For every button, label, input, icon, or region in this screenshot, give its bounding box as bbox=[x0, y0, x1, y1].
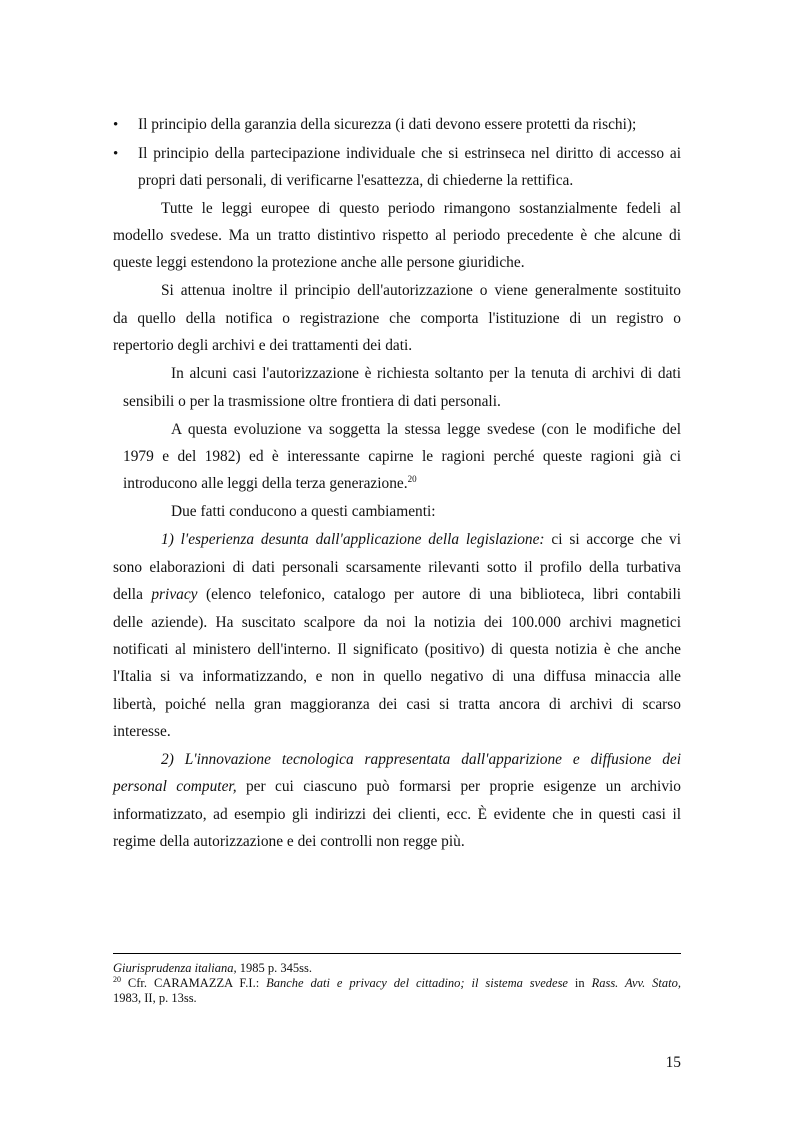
page-number: 15 bbox=[665, 1054, 681, 1071]
body-line: repertorio degli archivi e dei trattamenti dei dati. bbox=[113, 337, 413, 354]
footnote-20-cont: 1983, II, p. 13ss. bbox=[113, 991, 197, 1005]
point-1-line bbox=[161, 531, 681, 549]
body-line: queste leggi estendono la protezione anche alle persone giuridiche. bbox=[113, 254, 525, 271]
body-text: della bbox=[113, 586, 152, 603]
body-line: Si attenua inoltre il principio dell'autorizzazione o viene generalmente sostituito bbox=[161, 282, 681, 299]
body-line: informatizzato, ad esempio gli indirizzi dei clienti, ecc. È evidente che in questi casi il bbox=[113, 806, 681, 823]
body-text: ci si accorge che vi bbox=[544, 531, 681, 548]
footnote-carryover bbox=[113, 961, 681, 976]
body-line: sono elaborazioni di dati personali scarsamente rilevanti sotto il profilo della turbativa bbox=[113, 559, 681, 576]
privacy-term: privacy bbox=[151, 586, 198, 603]
bullet-item-participation: Il principio della partecipazione individuale che si estrinseca nel diritto di accesso ai bbox=[138, 145, 681, 162]
body-line: regime della autorizzazione e dei controlli non regge più. bbox=[113, 833, 465, 850]
body-line bbox=[123, 475, 681, 493]
body-line: modello svedese. Ma un tratto distintivo rispetto al periodo precedente è che alcune di bbox=[113, 227, 681, 244]
body-line: sensibili o per la trasmissione oltre frontiera di dati personali. bbox=[123, 393, 501, 410]
point-2-heading bbox=[161, 751, 681, 769]
point-2-heading-cont: personal computer, bbox=[113, 778, 237, 795]
body-line: notificati al ministero dell'interno. Il significato (positivo) di questa notizia è che anche bbox=[113, 641, 681, 658]
footnote-20 bbox=[113, 976, 681, 991]
body-line: In alcuni casi l'autorizzazione è richiesta soltanto per la tenuta di archivi di dati bbox=[171, 365, 681, 382]
body-line: Due fatti conducono a questi cambiamenti: bbox=[171, 503, 436, 520]
body-line: Tutte le leggi europee di questo periodo rimangono sostanzialmente fedeli al bbox=[161, 200, 681, 217]
footnote-title: Banche dati e privacy del cittadino; il sistema svedese bbox=[266, 976, 568, 990]
footnote-separator bbox=[113, 953, 681, 954]
footnote-text: Cfr. CARAMAZZA F.I.: bbox=[121, 976, 267, 990]
point-1-heading: 1) l'esperienza desunta dall'applicazione della legislazione: bbox=[161, 531, 545, 548]
footnote-journal: Giurisprudenza italiana, bbox=[113, 961, 237, 975]
body-text: introducono alle leggi della terza generazione. bbox=[123, 475, 408, 492]
body-text: per cui ciascuno può formarsi per proprie esigenze un archivio bbox=[236, 778, 681, 795]
bullet-marker: • bbox=[113, 117, 119, 133]
footnote-text: 1985 p. 345ss. bbox=[236, 961, 312, 975]
body-line: delle aziende). Ha suscitato scalpore da noi la notizia dei 100.000 archivi magnetici bbox=[113, 614, 681, 631]
body-line: libertà, poiché nella gran maggioranza dei casi si tratta ancora di archivi di scarso bbox=[113, 696, 681, 713]
body-line: A questa evoluzione va soggetta la stessa legge svedese (con le modifiche del bbox=[171, 421, 681, 438]
bullet-item-participation-cont: propri dati personali, di verificarne l'esattezza, di chiederne la rettifica. bbox=[138, 172, 574, 189]
body-line: da quello della notifica o registrazione che comporta l'istituzione di un registro o bbox=[113, 310, 681, 327]
body-line: l'Italia si va informatizzando, e non in quello negativo di una diffusa minaccia alle bbox=[113, 668, 681, 685]
body-text: (elenco telefonico, catalogo per autore di una biblioteca, libri contabili bbox=[197, 586, 681, 603]
footnote-journal: Rass. Avv. Stato, bbox=[591, 976, 681, 990]
body-line bbox=[113, 586, 681, 604]
point-2-heading-text: 2) L'innovazione tecnologica rappresentata dall'apparizione e diffusione dei bbox=[161, 751, 681, 768]
bullet-marker: • bbox=[113, 146, 119, 162]
body-line: interesse. bbox=[113, 723, 171, 740]
footnote-number: 20 bbox=[113, 975, 121, 984]
body-line: 1979 e del 1982) ed è interessante capirne le ragioni perché queste ragioni già ci bbox=[123, 448, 681, 465]
bullet-item-security: Il principio della garanzia della sicurezza (i dati devono essere protetti da rischi); bbox=[138, 116, 637, 133]
footnote-text: in bbox=[567, 976, 592, 990]
body-line bbox=[113, 778, 681, 796]
footnote-ref-20[interactable]: 20 bbox=[407, 474, 417, 484]
